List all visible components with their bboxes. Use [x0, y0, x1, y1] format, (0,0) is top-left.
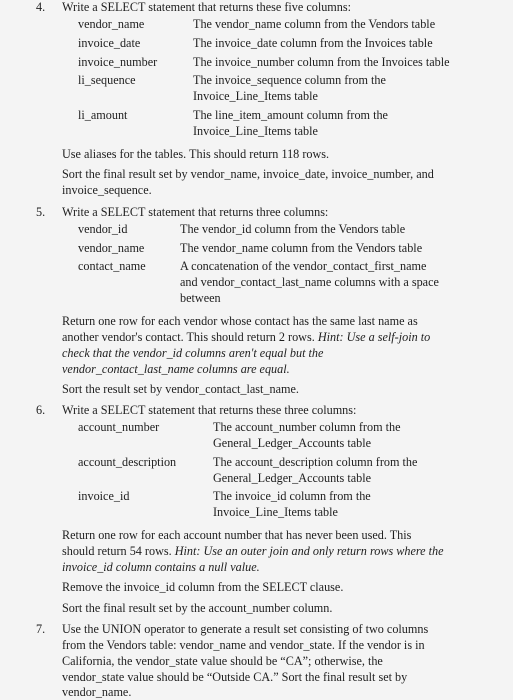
column-desc: A concatenation of the vendor_contact_first_name: [180, 259, 427, 273]
hint-line: invoice_id column contains a null value.: [62, 560, 260, 574]
paragraph: Use the UNION operator to generate a result set consisting of two columns: [62, 622, 429, 636]
question-number: 7.: [36, 622, 46, 636]
column-desc: Invoice_Line_Items table: [213, 505, 338, 519]
column-desc: The vendor_name column from the Vendors table: [180, 241, 423, 255]
hint-text: [62, 560, 260, 575]
column-desc: between: [180, 291, 221, 305]
column-desc: General_Ledger_Accounts table: [213, 436, 372, 450]
hint-text: Hint: Use an outer join and only return rows where the: [174, 544, 444, 558]
column-desc: The invoice_sequence column from the: [193, 73, 386, 87]
hint-text: [62, 346, 323, 361]
paragraph: Remove the invoice_id column from the SELECT clause.: [62, 580, 344, 594]
paragraph: [62, 330, 430, 345]
column-name: li_amount: [78, 108, 128, 122]
paragraph: vendor_state value should be “Outside CA.” Sort the final result set by: [62, 670, 408, 684]
column-name: account_description: [78, 455, 177, 469]
column-name: vendor_id: [78, 222, 128, 236]
question-intro: Write a SELECT statement that returns these three columns:: [62, 403, 357, 417]
column-desc: The invoice_number column from the Invoices table: [193, 55, 450, 69]
column-name: contact_name: [78, 259, 146, 273]
question-intro: Write a SELECT statement that returns three columns:: [62, 205, 329, 219]
hint-text: Hint: Use a self-join to: [317, 330, 431, 344]
hint-line: check that the vendor_id columns aren't equal but the: [62, 346, 324, 360]
question-number: 6.: [36, 403, 46, 417]
column-name: invoice_id: [78, 489, 130, 503]
column-desc: The invoice_date column from the Invoices table: [193, 36, 433, 50]
hint-text: [62, 362, 290, 377]
paragraph: Sort the result set by vendor_contact_last_name.: [62, 382, 299, 396]
column-desc: The vendor_name column from the Vendors table: [193, 17, 436, 31]
column-desc: The invoice_id column from the: [213, 489, 371, 503]
paragraph: California, the vendor_state value should be “CA”; otherwise, the: [62, 654, 383, 668]
paragraph: vendor_name.: [62, 685, 132, 699]
column-name: invoice_number: [78, 55, 158, 69]
paragraph: [62, 544, 444, 559]
column-desc: The vendor_id column from the Vendors table: [180, 222, 406, 236]
paragraph: Use aliases for the tables. This should return 118 rows.: [62, 147, 330, 161]
column-desc: The account_number column from the: [213, 420, 401, 434]
column-name: li_sequence: [78, 73, 136, 87]
column-name: vendor_name: [78, 17, 145, 31]
column-name: invoice_date: [78, 36, 141, 50]
column-desc: and vendor_contact_last_name columns with a space: [180, 275, 439, 289]
column-desc: Invoice_Line_Items table: [193, 124, 318, 138]
paragraph: Sort the final result set by the account_number column.: [62, 601, 333, 615]
column-name: account_number: [78, 420, 160, 434]
column-desc: The line_item_amount column from the: [193, 108, 388, 122]
column-desc: The account_description column from the: [213, 455, 418, 469]
paragraph: Return one row for each vendor whose contact has the same last name as: [62, 314, 418, 328]
question-intro: Write a SELECT statement that returns these five columns:: [62, 0, 352, 14]
hint-line: vendor_contact_last_name columns are equal.: [62, 362, 290, 376]
question-number: 5.: [36, 205, 46, 219]
column-name: vendor_name: [78, 241, 145, 255]
paragraph-text: another vendor's contact. This should return 2 rows.: [62, 330, 318, 344]
paragraph-text: should return 54 rows.: [62, 544, 175, 558]
paragraph: invoice_sequence.: [62, 183, 152, 197]
column-desc: Invoice_Line_Items table: [193, 89, 318, 103]
paragraph: Return one row for each account number that has never been used. This: [62, 528, 412, 542]
column-desc: General_Ledger_Accounts table: [213, 471, 372, 485]
question-number: 4.: [36, 0, 46, 14]
paragraph: from the Vendors table: vendor_name and vendor_state. If the vendor is in: [62, 638, 425, 652]
paragraph: Sort the final result set by vendor_name, invoice_date, invoice_number, and: [62, 167, 434, 181]
